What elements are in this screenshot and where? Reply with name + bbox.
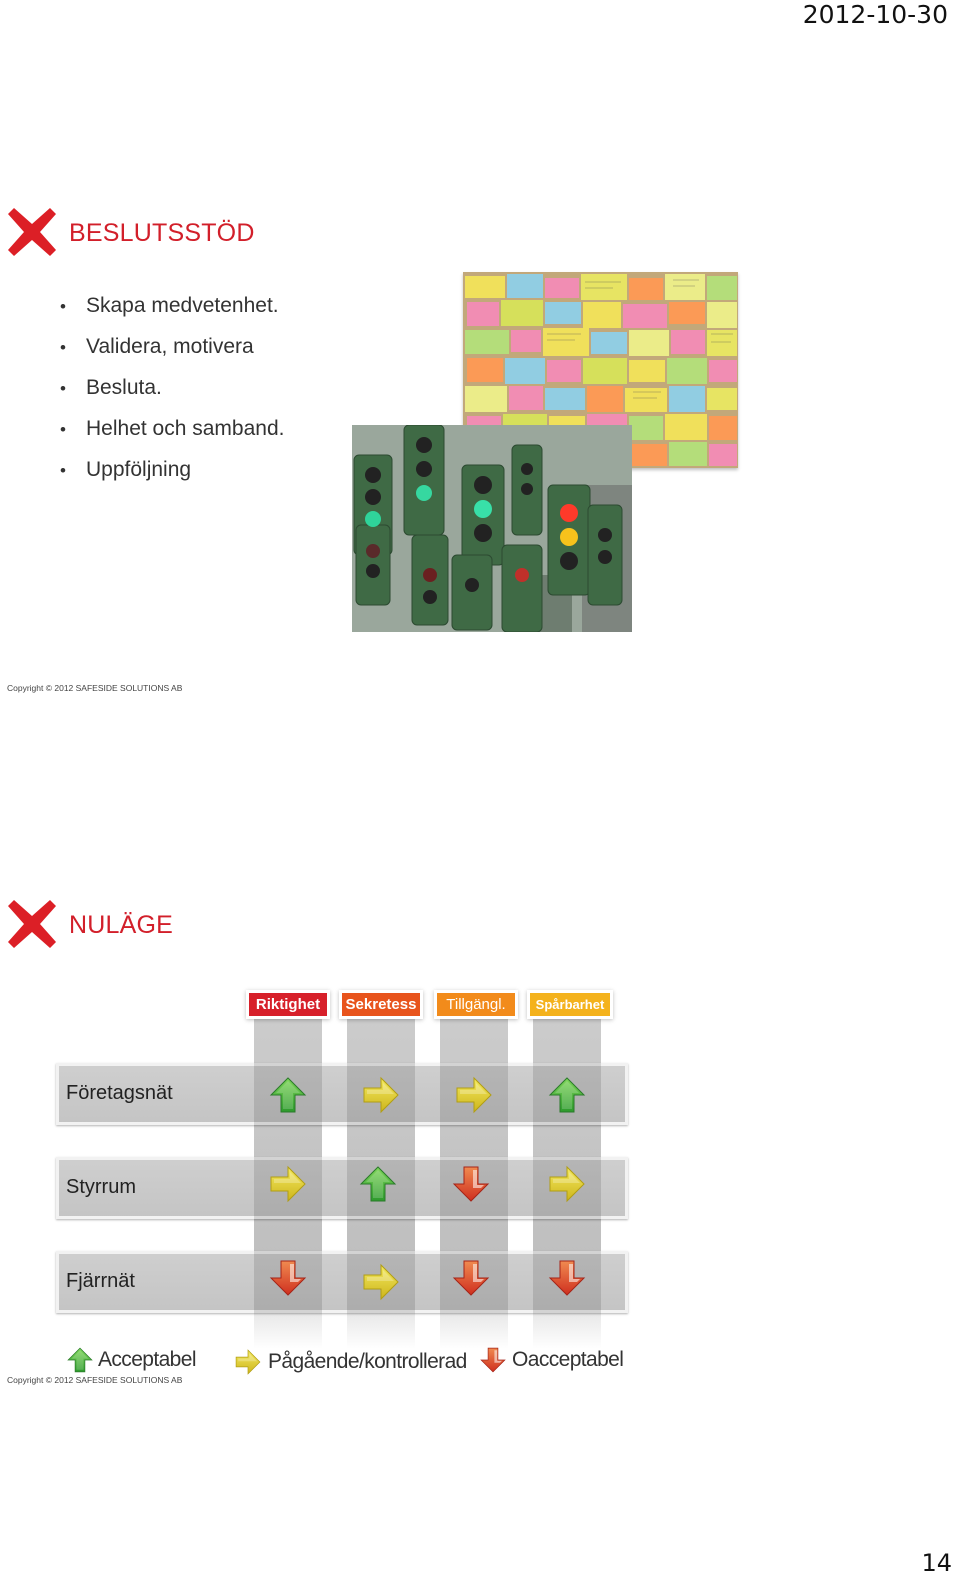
- slide-title-beslutsstod: BESLUTSSTÖD: [69, 219, 255, 247]
- legend-unacceptable-icon: [479, 1346, 507, 1374]
- red-x-icon: [4, 204, 60, 260]
- column-header-sparbarhet: Spårbarhet: [530, 993, 610, 1016]
- bullet-item: • Skapa medvetenhet.: [60, 292, 284, 333]
- bullet-item: • Uppföljning: [60, 456, 284, 497]
- page-number: 14: [921, 1549, 952, 1577]
- status-down-arrow-icon: [547, 1258, 587, 1298]
- column-header-sekretess: Sekretess: [342, 993, 420, 1016]
- bullet-item: • Besluta.: [60, 374, 284, 415]
- row-label-fjarrnat: Fjärrnät: [66, 1270, 135, 1292]
- row-label-styrrum: Styrrum: [66, 1176, 136, 1198]
- bullet-item: • Helhet och samband.: [60, 415, 284, 456]
- row-label-foretagsnat: Företagsnät: [66, 1082, 173, 1104]
- red-x-icon: [4, 896, 60, 952]
- status-up-arrow-icon: [268, 1075, 308, 1115]
- status-up-arrow-icon: [547, 1075, 587, 1115]
- bullet-list: [60, 292, 284, 497]
- status-right-arrow-icon: [547, 1164, 587, 1204]
- slide-title-nulage: NULÄGE: [69, 911, 174, 939]
- status-down-arrow-icon: [451, 1258, 491, 1298]
- column-header-riktighet: Riktighet: [249, 993, 327, 1016]
- copyright-text: Copyright © 2012 SAFESIDE SOLUTIONS AB: [7, 1375, 183, 1385]
- status-down-arrow-icon: [268, 1258, 308, 1298]
- legend-acceptable-icon: [66, 1346, 94, 1374]
- status-right-arrow-icon: [268, 1164, 308, 1204]
- status-up-arrow-icon: [358, 1164, 398, 1204]
- legend-ongoing-icon: [234, 1348, 262, 1376]
- legend-acceptable-label: Acceptabel: [98, 1348, 196, 1371]
- copyright-text: Copyright © 2012 SAFESIDE SOLUTIONS AB: [7, 683, 183, 693]
- column-header-tillgangl: Tillgängl.: [437, 993, 515, 1016]
- traffic-lights-photo: [352, 425, 632, 632]
- legend-unacceptable-label: Oacceptabel: [512, 1348, 624, 1371]
- status-right-arrow-icon: [454, 1075, 494, 1115]
- status-right-arrow-icon: [361, 1262, 401, 1302]
- page-date: 2012-10-30: [802, 0, 948, 29]
- legend-ongoing-label: Pågående/kontrollerad: [268, 1350, 467, 1373]
- bullet-item: • Validera, motivera: [60, 333, 284, 374]
- status-right-arrow-icon: [361, 1075, 401, 1115]
- status-down-arrow-icon: [451, 1164, 491, 1204]
